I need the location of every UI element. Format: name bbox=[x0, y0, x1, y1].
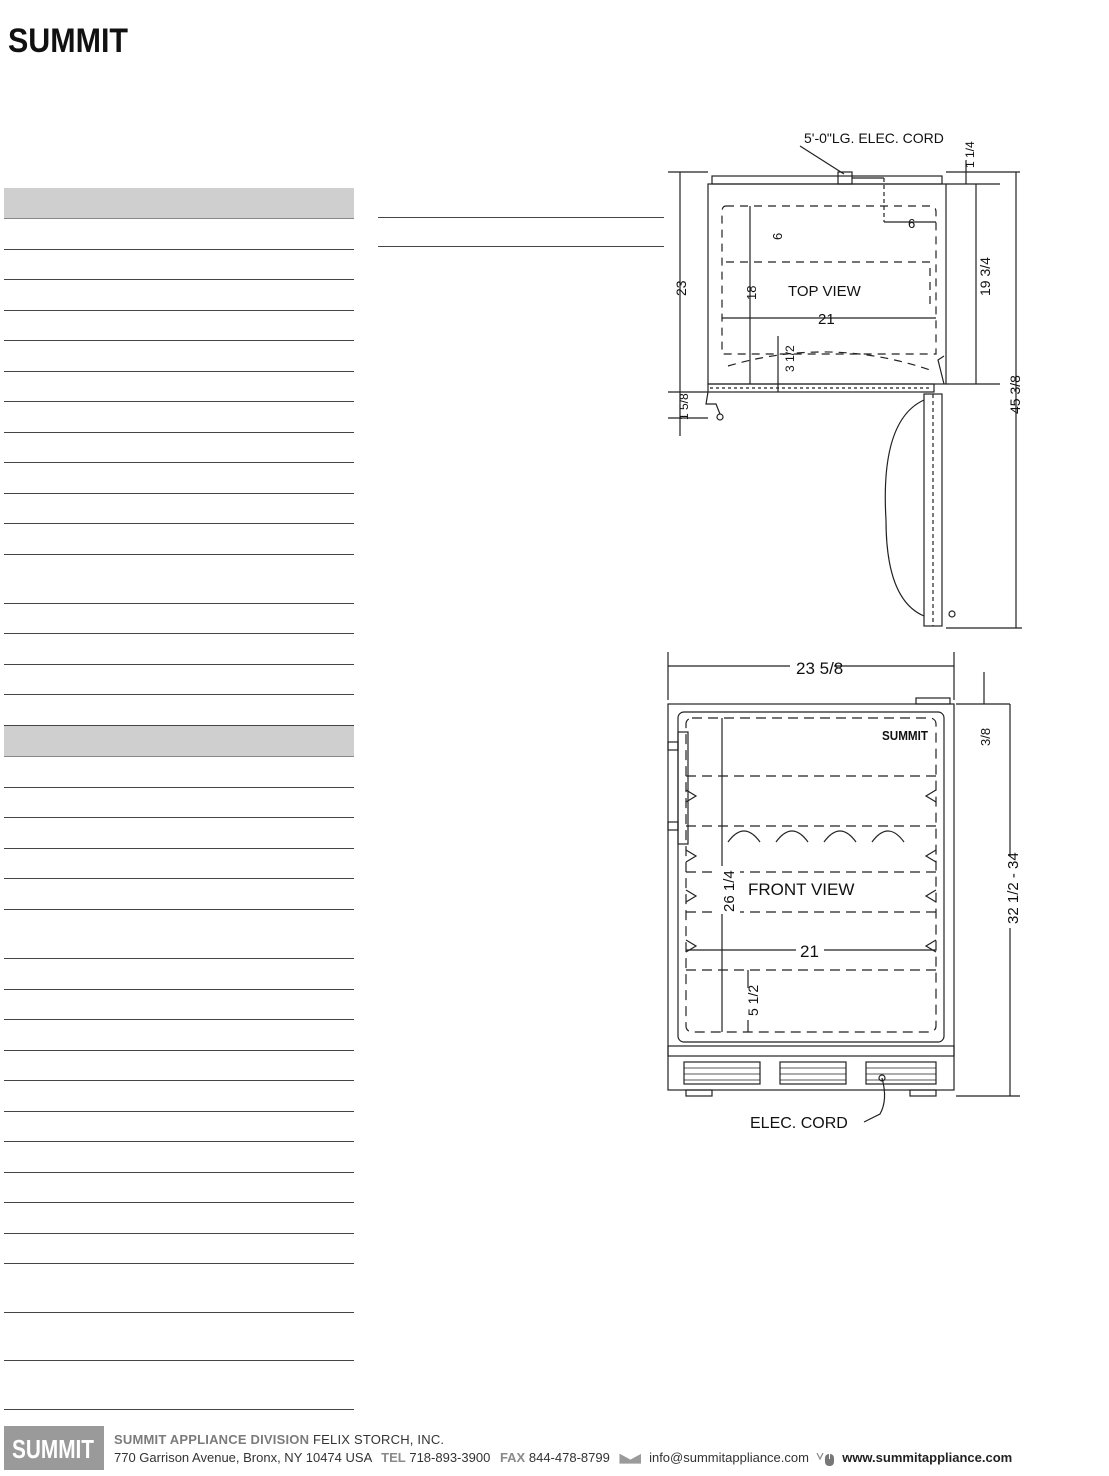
tel-label: TEL bbox=[381, 1450, 406, 1465]
summit-logo bbox=[8, 22, 130, 60]
table-row bbox=[4, 311, 354, 341]
dim-1-5-8-text: 1 5/8 bbox=[677, 393, 691, 420]
spec-table-1 bbox=[4, 188, 354, 726]
top-view-label: TOP VIEW bbox=[788, 283, 861, 300]
cord-callout-line bbox=[800, 146, 844, 174]
dim-21-front-text: 21 bbox=[800, 942, 819, 961]
front-view-label: FRONT VIEW bbox=[748, 880, 855, 899]
table-row bbox=[4, 524, 354, 555]
table-row bbox=[4, 463, 354, 494]
table-row bbox=[4, 341, 354, 372]
front-view-logo: SUMMIT bbox=[882, 728, 929, 743]
dim-5-1-2-text: 5 1/2 bbox=[745, 984, 761, 1016]
table-row bbox=[4, 879, 354, 910]
dimension-drawing bbox=[640, 120, 1050, 1140]
note-line bbox=[378, 189, 664, 218]
table-row bbox=[4, 1112, 354, 1142]
note-line bbox=[378, 218, 664, 247]
foot-left bbox=[686, 1090, 712, 1096]
website-link[interactable]: www.summitappliance.com bbox=[842, 1450, 1013, 1465]
front-view-top-tab bbox=[916, 698, 950, 704]
top-view-back-rim bbox=[712, 176, 942, 184]
front-view-base-trim bbox=[668, 1046, 954, 1056]
email-link[interactable]: info@summitappliance.com bbox=[649, 1450, 809, 1465]
footer-logo-box bbox=[4, 1426, 104, 1470]
top-view-curve bbox=[728, 352, 930, 370]
table-row bbox=[4, 695, 354, 726]
table-row bbox=[4, 665, 354, 695]
elec-cord-label: ELEC. CORD bbox=[750, 1115, 848, 1132]
dim-19-3-4-text: 19 3/4 bbox=[977, 257, 993, 296]
table-row bbox=[4, 788, 354, 818]
grille-center bbox=[780, 1062, 846, 1084]
table-row bbox=[4, 1081, 354, 1112]
company-name-bold: SUMMIT APPLIANCE DIVISION bbox=[114, 1432, 310, 1447]
top-view-handle-knob bbox=[717, 414, 723, 420]
swung-door-arc bbox=[885, 400, 924, 616]
fax-label: FAX bbox=[499, 1450, 526, 1465]
dim-6-horizontal-text: 6 bbox=[908, 216, 916, 231]
foot-right bbox=[910, 1090, 936, 1096]
dim-18-text: 18 bbox=[744, 285, 759, 300]
dim-32-34-text: 32 1/2 - 34 bbox=[1005, 852, 1022, 924]
cord-label: 5'-0"LG. ELEC. CORD bbox=[804, 130, 944, 146]
table-row bbox=[4, 1142, 354, 1173]
table-row bbox=[4, 1264, 354, 1313]
front-view bbox=[668, 652, 1028, 1132]
table-row bbox=[4, 818, 354, 849]
table-row bbox=[4, 959, 354, 990]
dim-26-1-4-text: 26 1/4 bbox=[721, 870, 738, 912]
table-row bbox=[4, 494, 354, 524]
table-row bbox=[4, 280, 354, 311]
grille-right bbox=[866, 1062, 936, 1084]
bottle-rack-arcs bbox=[728, 831, 904, 842]
top-view-interior bbox=[722, 206, 936, 354]
dim-3-8-text: 3/8 bbox=[978, 727, 993, 746]
company-name-rest: FELIX STORCH, INC. bbox=[313, 1432, 445, 1447]
notes-lines bbox=[378, 189, 664, 247]
grille-left bbox=[684, 1062, 760, 1084]
table-row bbox=[4, 757, 354, 788]
dim-1-1-4-text: 1 1/4 bbox=[963, 141, 977, 168]
table-row bbox=[4, 1020, 354, 1051]
footer-logo-text: SUMMIT bbox=[12, 1434, 95, 1464]
company-address: 770 Garrison Avenue, Bronx, NY 10474 USA bbox=[114, 1450, 372, 1465]
handle-mount-top bbox=[668, 742, 678, 750]
dim-6-vertical-text: 6 bbox=[770, 232, 785, 240]
spec-table-1-header bbox=[4, 188, 354, 219]
grille-slats bbox=[684, 1068, 936, 1080]
table-row bbox=[4, 849, 354, 879]
table-row bbox=[4, 402, 354, 433]
logo-text: SUMMIT bbox=[8, 22, 129, 60]
dim-23-text: 23 bbox=[673, 280, 689, 296]
dim-23-5-8-text: 23 5/8 bbox=[796, 659, 844, 678]
table-row bbox=[4, 1173, 354, 1203]
handle-mount-bottom bbox=[668, 822, 678, 830]
mouse-icon bbox=[815, 1451, 837, 1467]
table-row bbox=[4, 555, 354, 604]
dim-3-1-2-text: 3 1/2 bbox=[783, 345, 797, 372]
cord-plug bbox=[838, 172, 852, 184]
envelope-icon bbox=[619, 1454, 641, 1464]
table-row bbox=[4, 1203, 354, 1234]
table-row bbox=[4, 634, 354, 665]
table-row bbox=[4, 219, 354, 250]
table-row bbox=[4, 1361, 354, 1410]
front-grille bbox=[684, 1062, 936, 1084]
dim-21-top-text: 21 bbox=[818, 311, 835, 328]
spec-table-2-header bbox=[4, 726, 354, 757]
footer bbox=[0, 1422, 1109, 1476]
spec-table-2 bbox=[4, 726, 354, 1410]
table-row bbox=[4, 250, 354, 280]
table-row bbox=[4, 372, 354, 402]
table-row bbox=[4, 910, 354, 959]
footer-company bbox=[114, 1432, 444, 1447]
table-row bbox=[4, 1313, 354, 1361]
table-row bbox=[4, 1051, 354, 1081]
table-row bbox=[4, 990, 354, 1020]
swung-door-knob bbox=[949, 611, 955, 617]
table-row bbox=[4, 604, 354, 634]
table-row bbox=[4, 1234, 354, 1264]
dim-45-3-8-text: 45 3/8 bbox=[1007, 375, 1023, 414]
top-view-handle bbox=[706, 392, 720, 414]
top-view bbox=[668, 130, 1023, 628]
hinge-detail bbox=[938, 356, 944, 384]
footer-logo bbox=[12, 1434, 96, 1462]
table-row bbox=[4, 433, 354, 463]
tel-number[interactable]: 718-893-3900 bbox=[409, 1450, 491, 1465]
fax-number: 844-478-8799 bbox=[528, 1450, 610, 1465]
footer-contact bbox=[114, 1450, 1012, 1467]
